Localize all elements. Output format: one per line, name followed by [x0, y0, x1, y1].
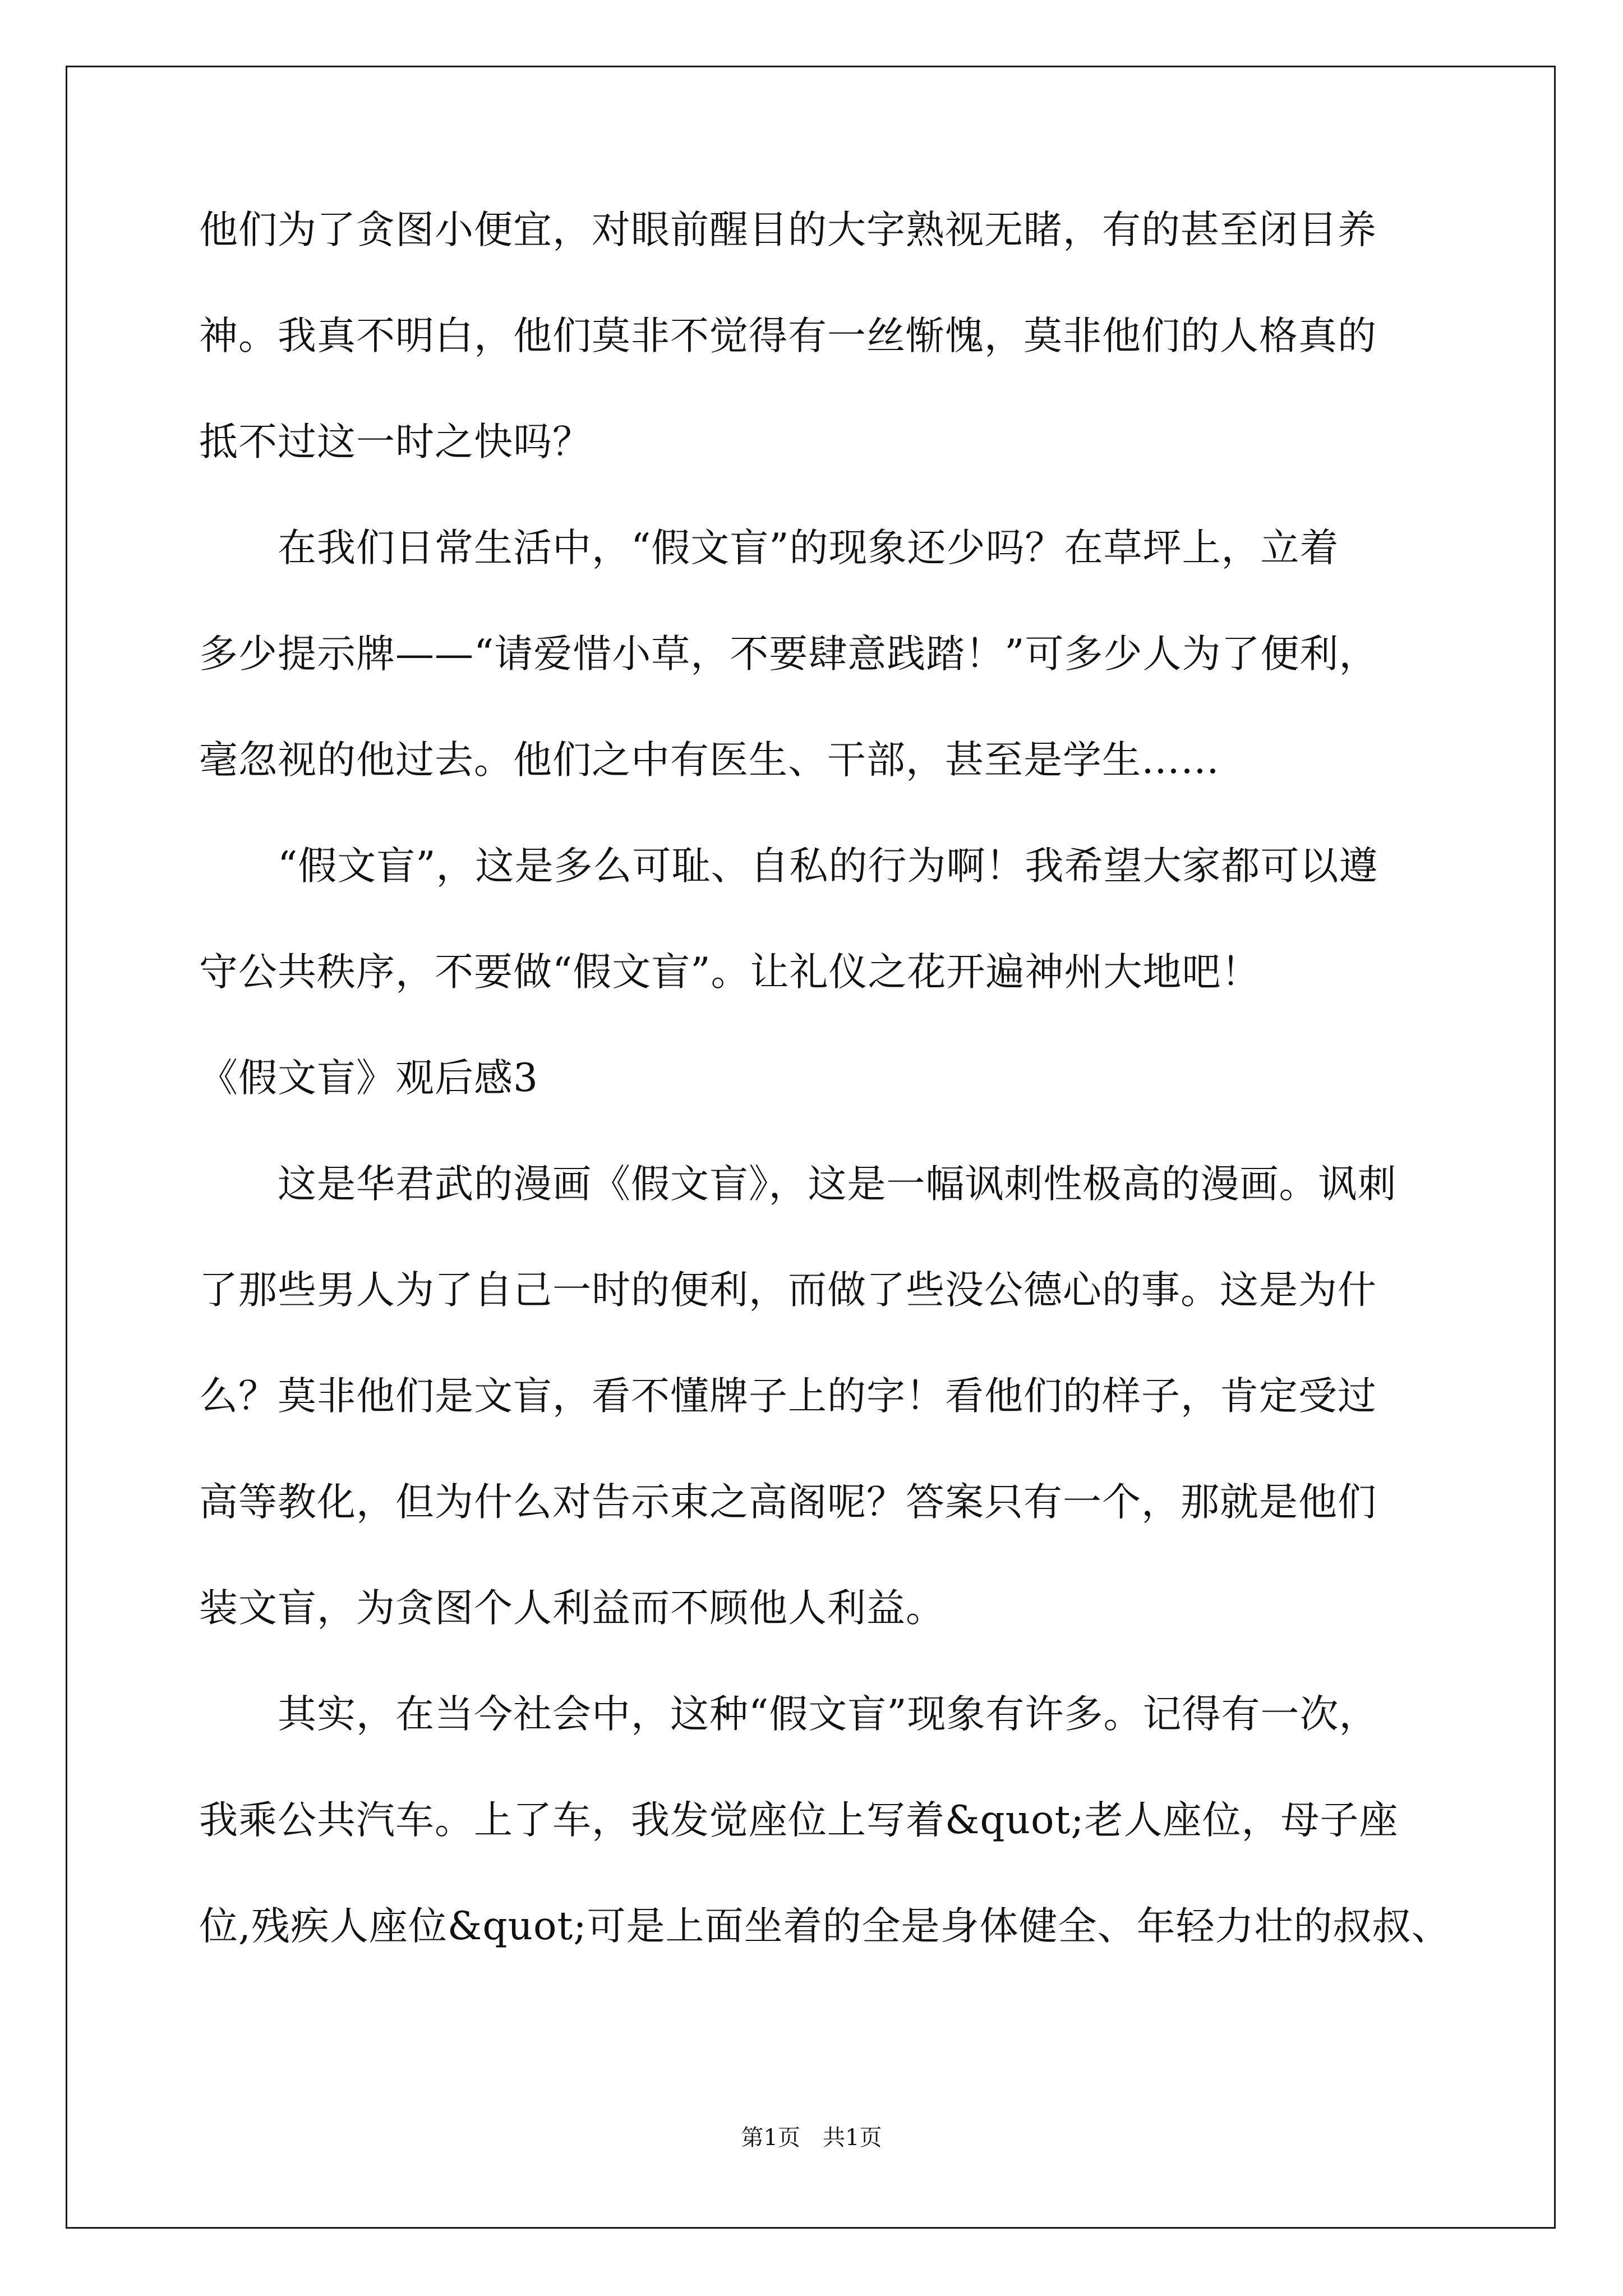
text-line: “假文盲”，这是多么可耻、自私的行为啊！我希望大家都可以遵 [199, 844, 1378, 889]
text-line: 么？莫非他们是文盲，看不懂牌子上的字！看他们的样子，肯定受过 [199, 1374, 1377, 1419]
text-line: 这是华君武的漫画《假文盲》，这是一幅讽刺性极高的漫画。讽刺 [199, 1162, 1397, 1207]
text-line: 我乘公共汽车。上了车，我发觉座位上写着&quot;老人座位，母子座 [199, 1798, 1399, 1843]
text-line: 高等教化，但为什么对告示束之高阁呢？答案只有一个，那就是他们 [199, 1480, 1377, 1525]
text-line: 抵不过这一时之快吗？ [199, 420, 592, 464]
page-number-footer: 第1页 共1页 [741, 2125, 882, 2151]
text-line: 了那些男人为了自己一时的便利，而做了些没公德心的事。这是为什 [199, 1268, 1377, 1313]
text-line: 毫忽视的他过去。他们之中有医生、干部，甚至是学生…… [199, 738, 1220, 783]
text-line: 他们为了贪图小便宜，对眼前醒目的大字熟视无睹，有的甚至闭目养 [199, 208, 1377, 252]
section-heading: 《假文盲》观后感3 [199, 1056, 538, 1101]
text-line: 位,残疾人座位&quot;可是上面坐着的全是身体健全、年轻力壮的叔叔、 [199, 1904, 1451, 1949]
text-line: 在我们日常生活中，“假文盲”的现象还少吗？在草坪上，立着 [199, 526, 1339, 570]
text-line: 装文盲，为贪图个人利益而不顾他人利益。 [199, 1586, 945, 1631]
text-line: 守公共秩序，不要做“假文盲”。让礼仪之花开遍神州大地吧！ [199, 950, 1261, 995]
text-line: 多少提示牌——“请爱惜小草，不要肆意践踏！”可多少人为了便利， [199, 632, 1378, 677]
text-line: 神。我真不明白，他们莫非不觉得有一丝惭愧，莫非他们的人格真的 [199, 314, 1377, 358]
text-line: 其实，在当今社会中，这种“假文盲”现象有许多。记得有一次， [199, 1692, 1378, 1737]
